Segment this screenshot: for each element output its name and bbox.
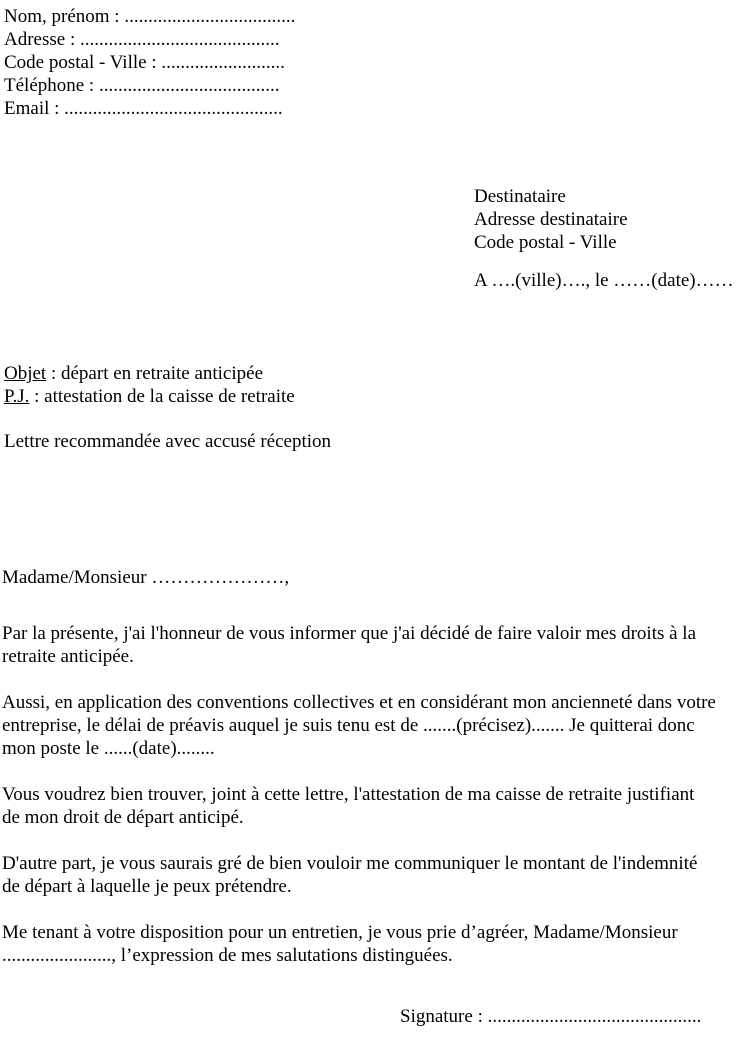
recipient-line: Code postal - Ville: [474, 232, 617, 253]
paragraph-line: ......................., l’expression de mes salutations distinguées.: [2, 945, 453, 966]
paragraph-line: Me tenant à votre disposition pour un entretien, je vous prie d’agréer, Madame/Monsieur: [2, 922, 678, 943]
recipient-line: Adresse destinataire: [474, 209, 628, 230]
paragraph-line: D'autre part, je vous saurais gré de bien vouloir me communiquer le montant de l'indemnité: [2, 853, 698, 874]
paragraph-line: Vous voudrez bien trouver, joint à cette lettre, l'attestation de ma caisse de retraite justifiant: [2, 784, 695, 805]
subject-label: Objet: [4, 363, 47, 384]
subject-text: : départ en retraite anticipée: [46, 363, 264, 384]
reference-block: [4, 362, 295, 408]
paragraph-line: Par la présente, j'ai l'honneur de vous informer que j'ai décidé de faire valoir mes droits à la: [2, 623, 697, 644]
place-date-line: A ….(ville)…., le ……(date)……: [474, 270, 734, 291]
delivery-notice: Lettre recommandée avec accusé réception: [4, 431, 332, 452]
sender-line: Email : ..............................................: [4, 98, 283, 119]
paragraph-preavis: [2, 668, 736, 760]
attachment-line: [4, 385, 295, 408]
paragraph-line: mon poste le ......(date)........: [2, 738, 215, 759]
sender-line: Téléphone : ......................................: [4, 75, 280, 96]
attachment-text: : attestation de la caisse de retraite: [29, 386, 295, 407]
paragraph-line: entreprise, le délai de préavis auquel je suis tenu est de .......(précisez)....... Je quitterai donc: [2, 715, 695, 736]
paragraph-line: Aussi, en application des conventions collectives et en considérant mon ancienneté dans votre: [2, 692, 716, 713]
paragraph-attestation: [2, 760, 736, 829]
paragraph-line: de mon droit de départ anticipé.: [2, 807, 244, 828]
recipient-line: Destinataire: [474, 186, 566, 207]
signature-line: Signature : .............................................: [400, 1006, 702, 1027]
attachment-label: P.J.: [4, 386, 30, 407]
paragraph-line: de départ à laquelle je peux prétendre.: [2, 876, 292, 897]
letter-body: [2, 566, 736, 967]
subject-line: [4, 362, 295, 385]
sender-line: Code postal - Ville : ..........................: [4, 52, 285, 73]
paragraph-politesse: [2, 898, 736, 967]
sender-block: [4, 5, 295, 120]
recipient-block: [474, 185, 628, 254]
paragraph-droits-retraite: [2, 599, 736, 668]
paragraph-indemnite: [2, 829, 736, 898]
paragraph-line: retraite anticipée.: [2, 646, 134, 667]
sender-line: Adresse : ..........................................: [4, 29, 280, 50]
salutation: Madame/Monsieur …………………,: [2, 567, 290, 588]
sender-line: Nom, prénom : ....................................: [4, 6, 296, 27]
